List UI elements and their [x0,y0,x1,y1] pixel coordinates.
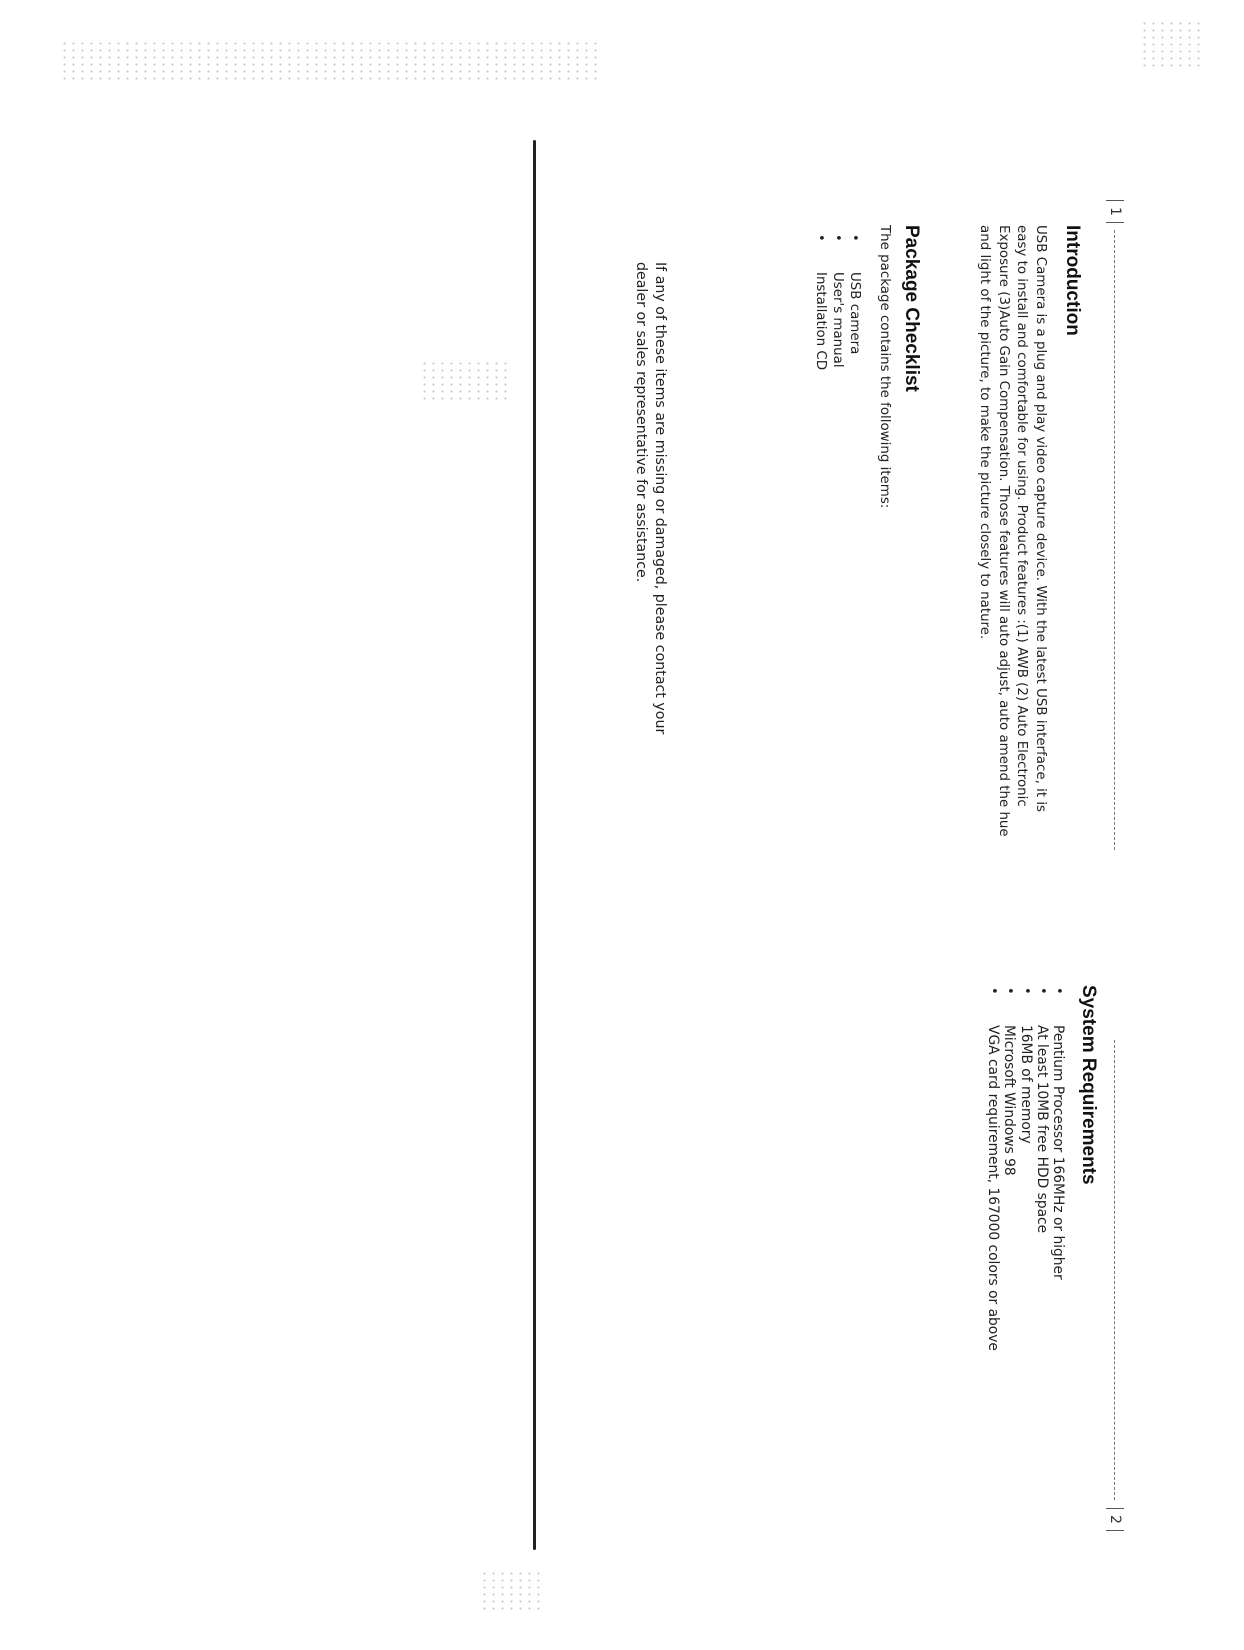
list-item: • Installation CD [812,232,829,370]
introduction-text: USB Camera is a plug and play video capture device. With the latest USB interface, it is easy to install and comfortable for using. Product features :(1) AWB (2) Auto Electronic Exposure (3)Auto Gain Compensation. Those features will auto adjust, auto amend the hue and light of the picture, to make the picture closely to nature. [977,225,1048,837]
package-checklist-intro: The package contains the following items: [877,225,892,509]
list-item: • VGA card requirement, 167000 colors or above [985,985,1001,1351]
package-items-list [812,232,863,370]
list-item: • Pentium Processor 166MHz or higher [1050,985,1066,1351]
page-number-right: 2 [1106,1508,1124,1531]
list-item: • 16MB of memory [1017,985,1033,1351]
list-item: • User's manual [829,232,846,370]
list-item: • At least 10MB free HDD space [1034,985,1050,1351]
system-requirements-list [985,985,1066,1351]
header-rule-left [1114,230,1115,850]
header-rule-right [1114,1040,1115,1500]
page-number-left: 1 [1106,200,1124,223]
page-fold-line [533,140,536,1550]
system-requirements-heading: System Requirements [1078,985,1099,1185]
list-item: • Microsoft Windows 98 [1001,985,1017,1351]
introduction-heading: Introduction [1062,225,1083,336]
list-item: • USB camera [846,232,863,370]
package-checklist-heading: Package Checklist [901,225,922,392]
missing-items-note: If any of these items are missing or damaged, please contact your dealer or sales representative for assistance. [633,262,668,735]
